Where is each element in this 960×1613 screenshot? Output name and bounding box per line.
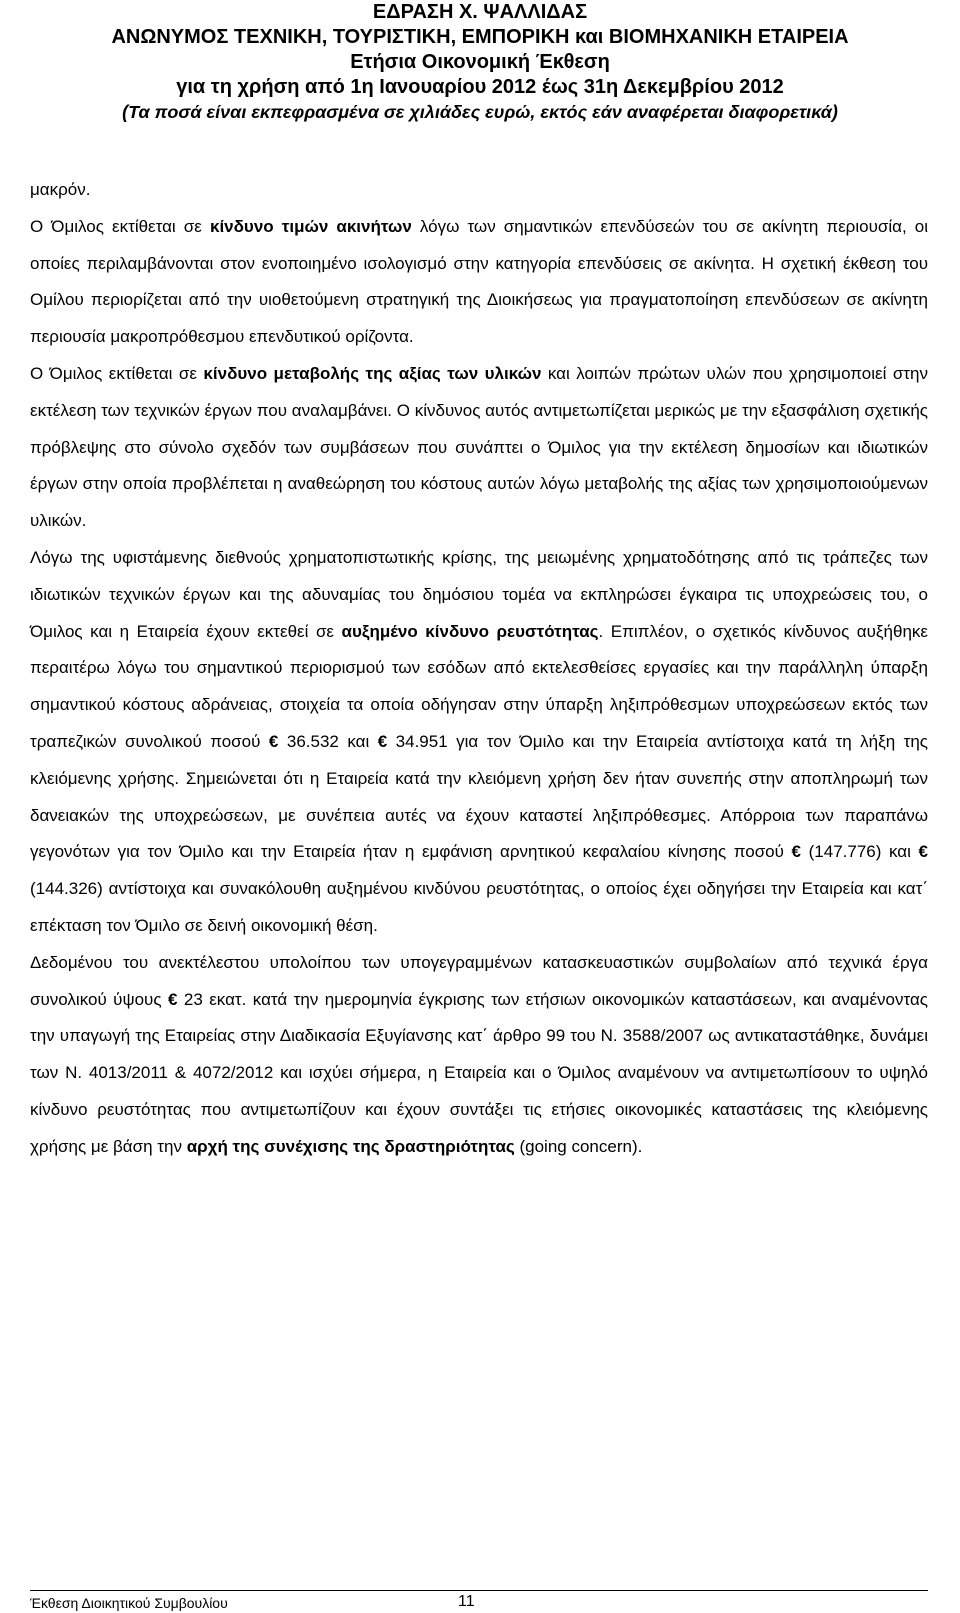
- paragraph-continuation: μακρόν.: [30, 180, 91, 199]
- paragraph-real-estate-risk: Ο Όμιλος εκτίθεται σε κίνδυνο τιμών ακινήτων λόγω των σημαντικών επενδύσεών του σε ακίνητη περιουσία, οι οποίες περιλαμβάνονται στον ενοποιημένο ισολογισμό στην κατηγορία επενδύσεις σε ακίνητα. Η σχετική έκθεση του Ομίλου περιορίζεται από την υιοθετούμενη στρατηγική της Διοικήσεως για πραγματοποίηση επενδύσεων σε ακίνητη περιουσία μακροπρόθεσμου επενδυτικού ορίζοντα.: [30, 216, 929, 347]
- euro-icon: €: [268, 731, 279, 751]
- euro-icon: €: [377, 731, 388, 751]
- amount-company-working-capital: (144.326): [30, 879, 103, 899]
- amount-company-overdue: 34.951: [395, 731, 448, 751]
- company-full-name: ΑΝΩΝΥΜΟΣ ΤΕΧΝΙΚΗ, ΤΟΥΡΙΣΤΙΚΗ, ΕΜΠΟΡΙΚΗ και ΒΙΟΜΗΧΑΝΙΚΗ ΕΤΑΙΡΕΙΑ: [111, 26, 849, 48]
- paragraph-liquidity-risk: Λόγω της υφιστάμενης διεθνούς χρηματοπιστωτικής κρίσης, της μειωμένης χρηματοδότησης από τις τράπεζες των ιδιωτικών τεχνικών έργων και της αδυναμίας του δημόσιου τομέα να εκπληρώσει έγκαιρα τις υποχρεώσεις του, ο Όμιλος και η Εταιρεία έχουν εκτεθεί σε αυξημένο κίνδυνο ρευστότητας. Επιπλέον, ο σχετικός κίνδυνος αυξήθηκε περαιτέρω λόγω του σημαντικού περιορισμού των εσόδων από εκτελεσθείσες εργασίες και την παράλληλη ύπαρξη σημαντικού κόστους αδράνειας, στοιχεία τα οποία οδήγησαν στην ύπαρξη ληξιπρόθεσμων υποχρεώσεων εκτός των τραπεζικών συνολικού ποσού € 36.532 και € 34.951 για τον Όμιλο και την Εταιρεία αντίστοιχα κατά τη λήξη της κλειόμενης χρήσης. Σημειώνεται ότι η Εταιρεία κατά την κλειόμενη χρήση δεν ήταν συνεπής στην αποπληρωμή των δανειακών της υποχρεώσεων, με συνέπεια αυτές να έχουν καταστεί ληξιπρόθεσμες. Απόρροια των παραπάνω γεγονότων για τον Όμιλο και την Εταιρεία ήταν η εμφάνιση αρνητικού κεφαλαίου κίνησης ποσού € (147.776) και € (144.326) αντίστοιχα και συνακόλουθη αυξημένου κινδύνου ρευστότητας, ο οποίος έχει οδηγήσει την Εταιρεία και κατ΄ επέκταση τον Όμιλο σε δεινή οικονομική θέση.: [30, 547, 928, 935]
- page-footer: [30, 1590, 928, 1613]
- euro-icon: €: [791, 842, 802, 862]
- amount-backlog: 23: [183, 989, 203, 1009]
- page-number: 11: [458, 1593, 475, 1610]
- currency-note: (Τα ποσά είναι εκπεφρασμένα σε χιλιάδες ευρώ, εκτός εάν αναφέρεται διαφορετικά): [122, 102, 838, 122]
- paragraph-materials-risk: Ο Όμιλος εκτίθεται σε κίνδυνο μεταβολής της αξίας των υλικών και λοιπών πρώτων υλών που χρησιμοποιεί στην εκτέλεση των τεχνικών έργων που αναλαμβάνει. Ο κίνδυνος αυτός αντιμετωπίζεται μερικώς με την εξασφάλιση σχετικής πρόβλεψης στο σύνολο σχεδόν των συμβάσεων που συνάπτει ο Όμιλος για την εκτέλεση δημοσίων και ιδιωτικών έργων στην οποία προβλέπεται η αναθεώρηση του κόστους αυτών λόγω μεταβολής της αξίας των χρησιμοποιούμενων υλικών.: [30, 363, 928, 531]
- going-concern-term: αρχή της συνέχισης της δραστηριότητας: [186, 1136, 515, 1156]
- real-estate-risk-term: κίνδυνο τιμών ακινήτων: [209, 216, 412, 236]
- company-short-name: ΕΔΡΑΣΗ Χ. ΨΑΛΛΙΔΑΣ: [372, 1, 588, 23]
- footer-title: Έκθεση Διοικητικού Συμβουλίου: [30, 1595, 228, 1611]
- amount-group-working-capital: (147.776): [808, 842, 882, 862]
- materials-risk-term: κίνδυνο μεταβολής της αξίας των υλικών: [203, 363, 542, 383]
- report-title: Ετήσια Οικονομική Έκθεση: [350, 51, 610, 73]
- report-body: [30, 172, 928, 1166]
- paragraph-going-concern: Δεδομένου του ανεκτέλεστου υπολοίπου των υπογεγραμμένων κατασκευαστικών συμβολαίων από τεχνικά έργα συνολικού ύψους € 23 εκατ. κατά την ημερομηνία έγκρισης των ετήσιων οικονομικών καταστάσεων, και αναμένοντας την υπαγωγή της Εταιρείας στην Διαδικασία Εξυγίανσης κατ΄ άρθρο 99 του Ν. 3588/2007 ως αντικαταστάθηκε, δυνάμει των Ν. 4013/2011 & 4072/2012 και ισχύει σήμερα, η Εταιρεία και ο Όμιλος αναμένουν να αντιμετωπίσουν το υψηλό κίνδυνο ρευστότητας που αντιμετωπίζουν και έχουν συντάξει τις ετήσιες οικονομικές καταστάσεις της κλειόμενης χρήσης με βάση την αρχή της συνέχισης της δραστηριότητας (going concern).: [30, 952, 928, 1156]
- amount-group-overdue: 36.532: [286, 731, 339, 751]
- document-header: [0, 0, 960, 125]
- euro-icon: €: [918, 842, 928, 862]
- report-period: για τη χρήση από 1η Ιανουαρίου 2012 έως 31η Δεκεμβρίου 2012: [176, 76, 784, 98]
- euro-icon: €: [167, 989, 178, 1009]
- liquidity-risk-term: αυξημένο κίνδυνο ρευστότητας: [341, 621, 599, 641]
